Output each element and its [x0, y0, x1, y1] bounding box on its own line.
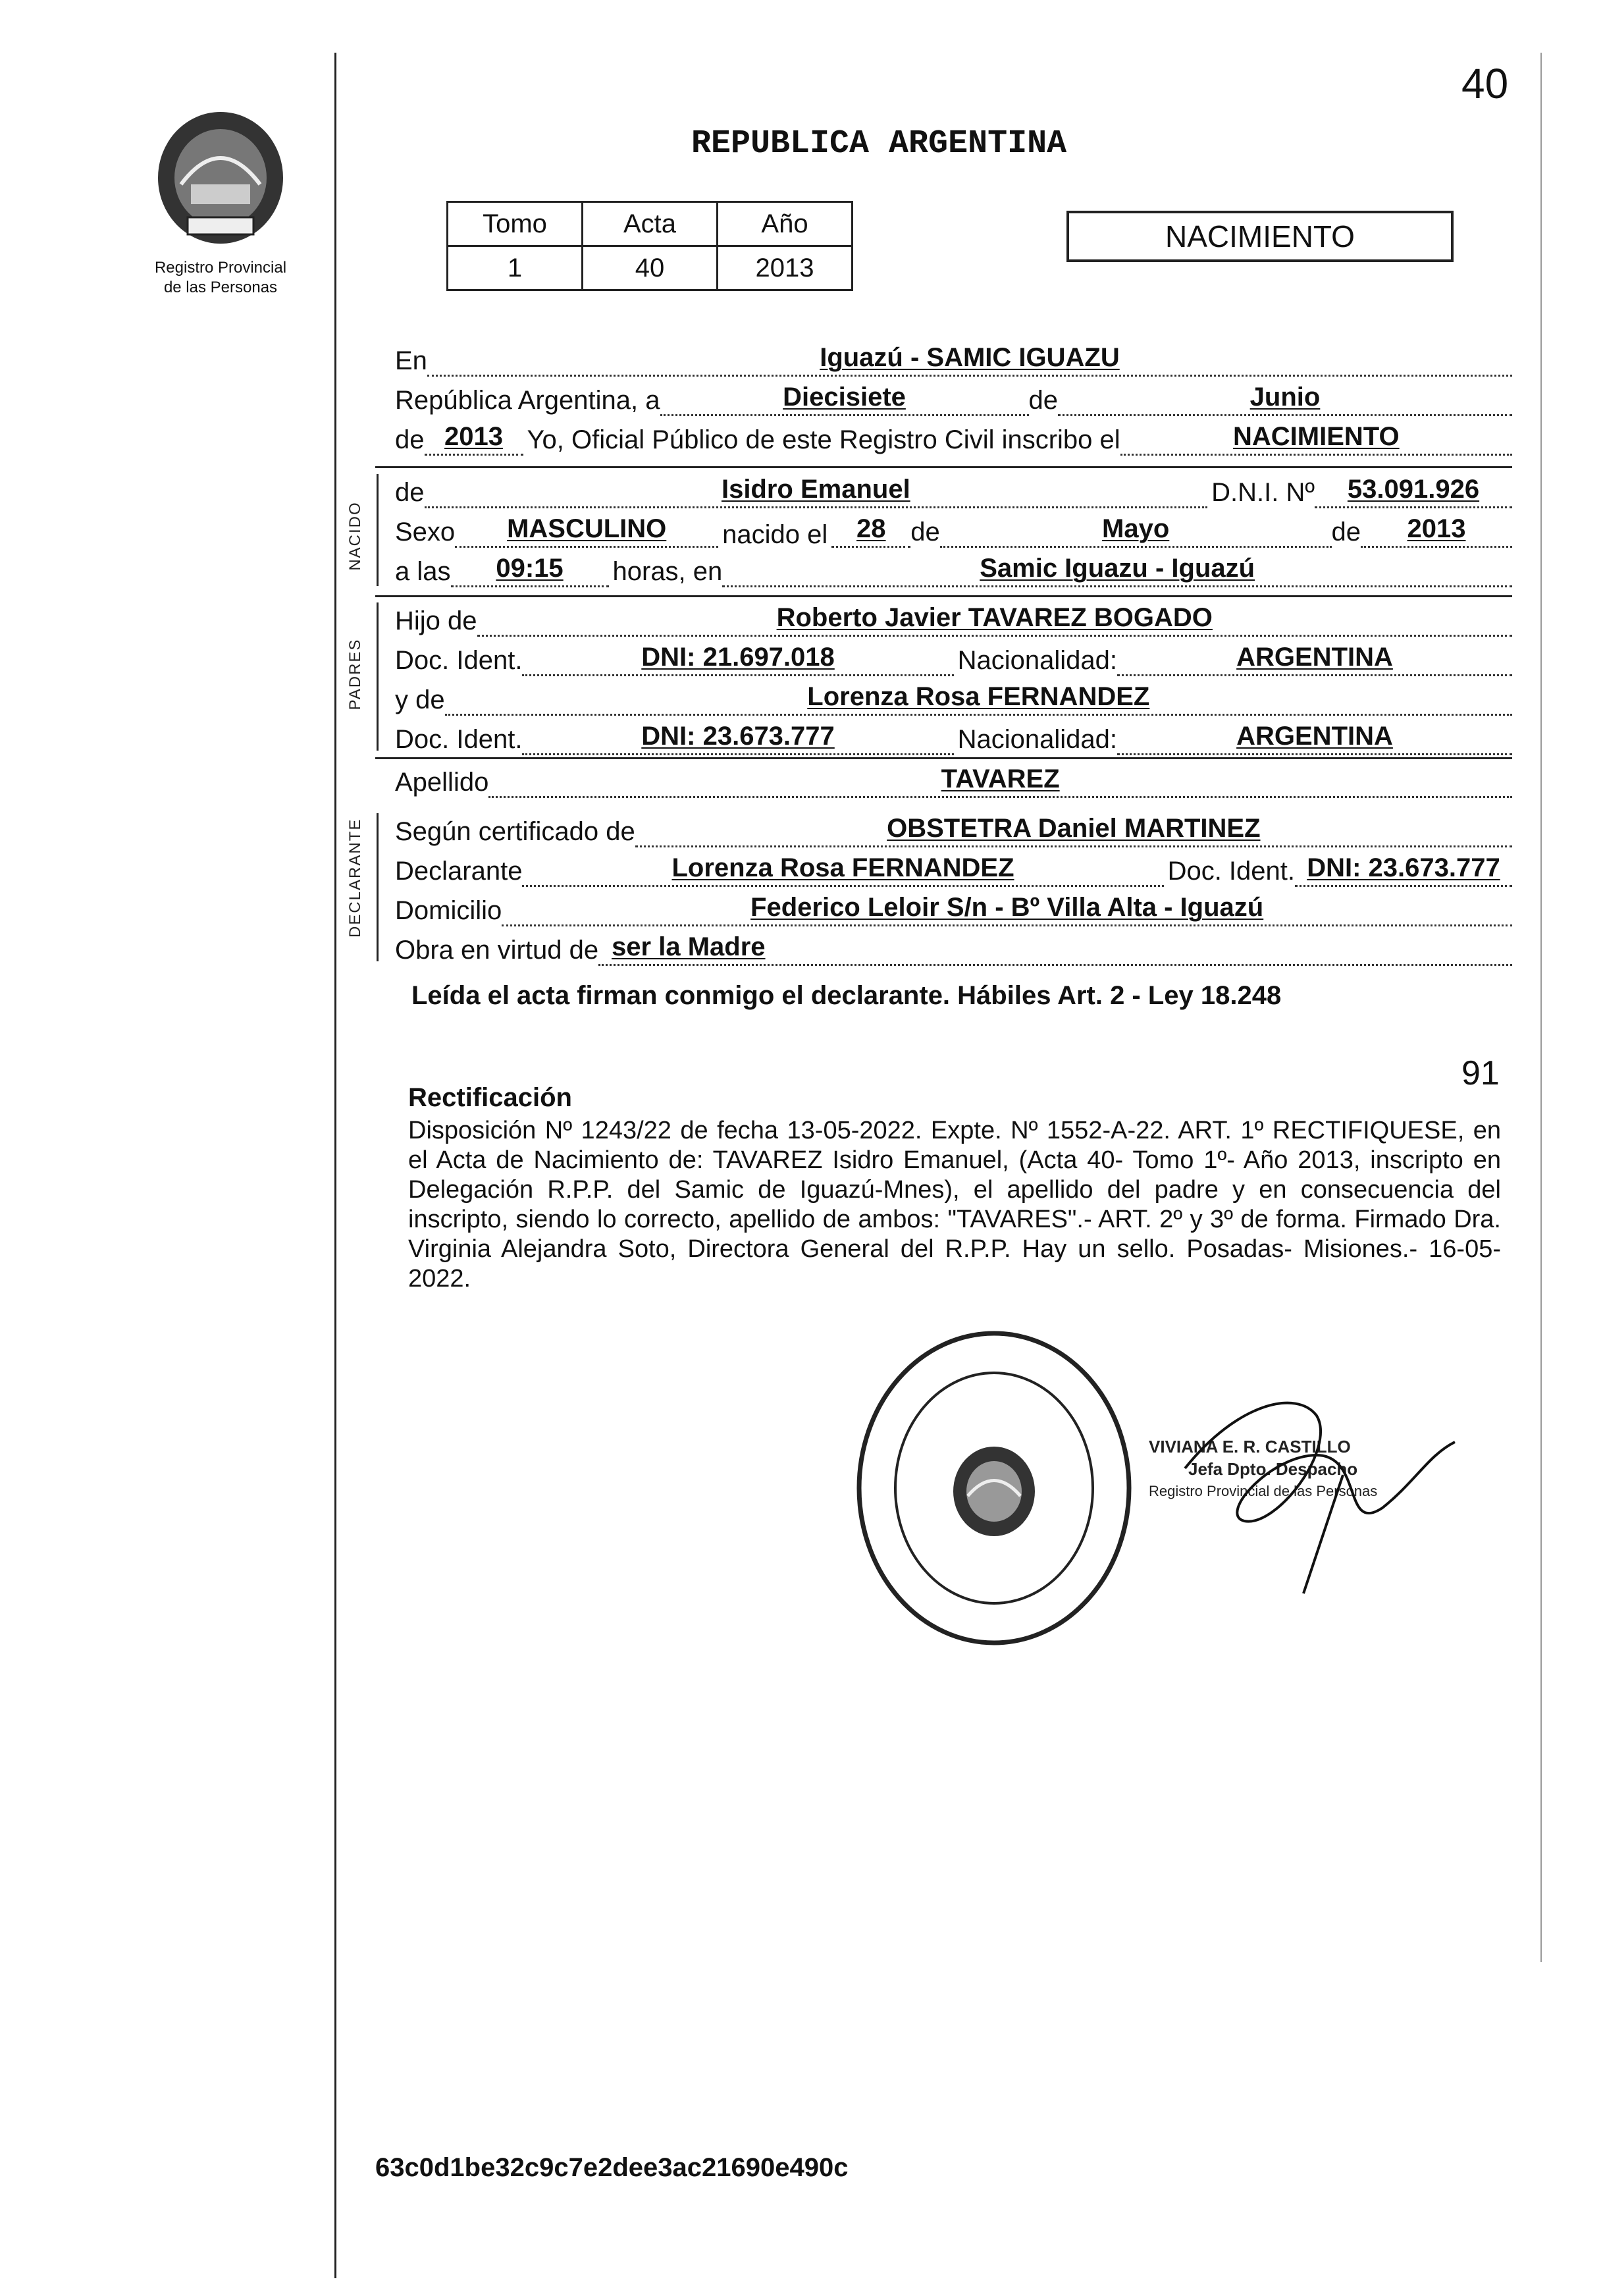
label-a-las: a las	[395, 557, 451, 586]
row-declarante	[395, 853, 1512, 887]
field-declarante-doc	[1295, 853, 1512, 887]
value-name: Isidro Emanuel	[721, 475, 910, 504]
label-de: de	[1028, 386, 1058, 415]
value-father-nat: ARGENTINA	[1236, 643, 1393, 672]
field-birth-place	[722, 554, 1512, 587]
value-inscribo: NACIMIENTO	[1233, 422, 1400, 451]
row-mother	[395, 681, 1512, 716]
rectification-body: Disposición Nº 1243/22 de fecha 13-05-2022. Expte. Nº 1552-A-22. ART. 1º RECTIFIQUESE, en el Acta de Nacimiento de: TAVAREZ Isidro Emanuel, (Acta 40- Tomo 1º- Año 2013, inscripto en Delegación R.P.P. del Samic de Iguazú-Mnes), el apellido del padre y en consecuencia del inscripto, siendo lo correcto, apellido de ambos: "TAVARES".- ART. 2º y 3º de forma. Firmado Dra. Virginia Alejandra Soto, Directora General del R.P.P. Hay un sello. Posadas- Misiones.- 16-05-2022.	[408, 1117, 1501, 1293]
label-doc-mother: Doc. Ident.	[395, 725, 523, 754]
field-mother	[445, 682, 1512, 716]
row-domicilio	[395, 892, 1512, 926]
value-mother-doc: DNI: 23.673.777	[641, 722, 835, 751]
label-inscribo: Yo, Oficial Público de este Registro Civil inscribo el	[527, 425, 1120, 454]
table-value-acta: 40	[583, 246, 718, 290]
document-title: REPUBLICA ARGENTINA	[691, 125, 1067, 163]
row-nacido-name	[395, 474, 1512, 508]
signer-title: Jefa Dpto. Despacho	[1188, 1459, 1358, 1479]
nacido-bracket	[377, 474, 379, 586]
field-mother-doc	[522, 722, 953, 755]
row-father	[395, 602, 1512, 637]
declarante-bracket	[377, 813, 379, 961]
label-y-de: y de	[395, 685, 445, 714]
field-father-doc	[522, 643, 953, 676]
field-father-nat	[1117, 643, 1512, 676]
left-margin-line	[334, 53, 336, 2278]
value-sexo: MASCULINO	[507, 514, 667, 543]
field-certificado	[635, 814, 1512, 847]
value-year: 2013	[444, 422, 503, 451]
field-name	[425, 475, 1208, 508]
value-mother-nat: ARGENTINA	[1236, 722, 1393, 751]
label-domicilio: Domicilio	[395, 896, 502, 925]
value-apellido: TAVAREZ	[941, 764, 1060, 793]
field-month	[1058, 383, 1512, 416]
rectification-title: Rectificación	[408, 1083, 572, 1112]
row-republica	[395, 382, 1512, 416]
field-obra	[598, 932, 1512, 966]
padres-bracket	[377, 602, 379, 751]
label-obra: Obra en virtud de	[395, 936, 599, 965]
label-doc-declarante: Doc. Ident.	[1167, 857, 1295, 886]
value-dni: 53.091.926	[1347, 475, 1480, 504]
row-en	[395, 342, 1512, 377]
label-horas-en: horas, en	[612, 557, 723, 586]
label-declarante: Declarante	[395, 857, 523, 886]
value-month: Junio	[1249, 383, 1321, 412]
label-sexo: Sexo	[395, 518, 456, 547]
field-birth-day	[831, 514, 910, 548]
value-hour: 09:15	[496, 554, 564, 583]
row-inscribo	[395, 421, 1512, 456]
label-de-4: de	[1331, 518, 1361, 547]
field-mother-nat	[1117, 722, 1512, 755]
value-certificado: OBSTETRA Daniel MARTINEZ	[887, 814, 1261, 843]
label-nat-father: Nacionalidad:	[957, 646, 1117, 675]
row-certificado	[395, 813, 1512, 847]
record-type-box: NACIMIENTO	[1066, 211, 1454, 262]
right-margin-line	[1540, 53, 1542, 1962]
label-nat-mother: Nacionalidad:	[957, 725, 1117, 754]
table-header-tomo: Tomo	[448, 202, 583, 246]
row-apellido	[395, 764, 1512, 798]
document-hash: 63c0d1be32c9c7e2dee3ac21690e490c	[375, 2153, 849, 2182]
field-day	[660, 383, 1029, 416]
value-domicilio: Federico Leloir S/n - Bº Villa Alta - Iguazú	[750, 893, 1264, 922]
field-apellido	[488, 764, 1512, 798]
value-birth-place: Samic Iguazu - Iguazú	[980, 554, 1255, 583]
field-hour	[451, 554, 609, 587]
value-day: Diecisiete	[783, 383, 906, 412]
value-declarante-doc: DNI: 23.673.777	[1307, 853, 1500, 882]
signer-org: Registro Provincial de las Personas	[1149, 1483, 1378, 1499]
closing-statement: Leída el acta firman conmigo el declarante. Hábiles Art. 2 - Ley 18.248	[411, 981, 1282, 1010]
table-header-anio: Año	[718, 202, 853, 246]
field-sexo	[455, 514, 718, 548]
label-dni: D.N.I. Nº	[1211, 478, 1315, 507]
province-seal-logo	[151, 105, 290, 250]
field-year	[425, 422, 523, 456]
value-mother: Lorenza Rosa FERNANDEZ	[807, 682, 1150, 711]
separator	[375, 466, 1512, 468]
value-father: Roberto Javier TAVAREZ BOGADO	[776, 603, 1213, 632]
table-value-anio: 2013	[718, 246, 853, 290]
org-line-2: de las Personas	[163, 279, 278, 296]
field-inscribo	[1120, 422, 1512, 456]
label-de-name: de	[395, 478, 425, 507]
value-birth-month: Mayo	[1102, 514, 1170, 543]
value-obra: ser la Madre	[612, 932, 766, 961]
value-father-doc: DNI: 21.697.018	[641, 643, 835, 672]
field-dni	[1315, 475, 1512, 508]
value-birth-day: 28	[856, 514, 886, 543]
separator	[375, 595, 1512, 597]
label-republica: República Argentina, a	[395, 386, 660, 415]
row-obra	[395, 932, 1512, 966]
row-mother-doc	[395, 721, 1512, 755]
table-header-acta: Acta	[583, 202, 718, 246]
label-en: En	[395, 346, 427, 375]
rectification-number: 91	[1461, 1054, 1500, 1092]
label-de-2: de	[395, 425, 425, 454]
page-number: 40	[1461, 60, 1509, 107]
field-birth-year	[1361, 514, 1512, 548]
label-certificado: Según certificado de	[395, 817, 635, 846]
label-de-3: de	[910, 518, 940, 547]
field-father	[477, 603, 1512, 637]
field-declarante	[522, 853, 1163, 887]
row-sexo	[395, 514, 1512, 548]
separator	[375, 757, 1512, 759]
field-place	[427, 343, 1512, 377]
row-hora	[395, 553, 1512, 587]
handwritten-signature	[1145, 1376, 1488, 1600]
label-nacido-el: nacido el	[722, 520, 828, 549]
register-table	[446, 201, 853, 291]
signer-name: VIVIANA E. R. CASTILLO	[1149, 1437, 1351, 1456]
org-name	[118, 258, 323, 298]
value-place: Iguazú - SAMIC IGUAZU	[820, 343, 1120, 372]
org-line-1: Registro Provincial	[154, 259, 287, 277]
value-declarante: Lorenza Rosa FERNANDEZ	[671, 853, 1014, 882]
row-father-doc	[395, 642, 1512, 676]
field-domicilio	[502, 893, 1512, 926]
label-hijo-de: Hijo de	[395, 606, 477, 635]
label-apellido: Apellido	[395, 768, 489, 797]
label-doc-father: Doc. Ident.	[395, 646, 523, 675]
value-birth-year: 2013	[1407, 514, 1466, 543]
table-value-tomo: 1	[448, 246, 583, 290]
official-stamp-seal	[849, 1323, 1139, 1653]
field-birth-month	[940, 514, 1332, 548]
